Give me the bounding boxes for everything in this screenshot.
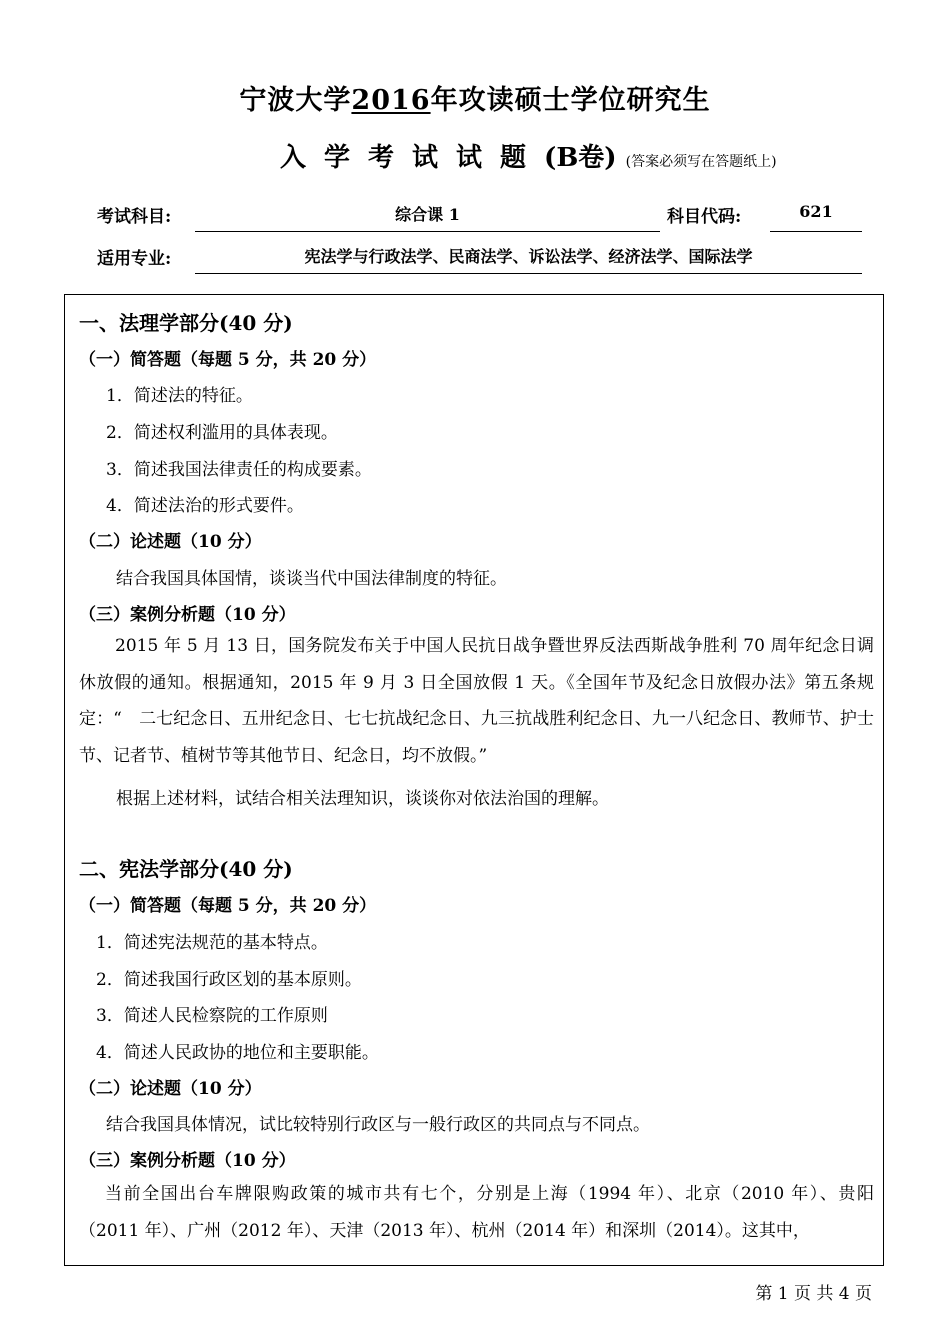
code-underline <box>770 231 862 232</box>
code-value: 621 <box>799 202 833 221</box>
part1-q3-para2: 根据上述材料，试结合相关法理知识，谈谈你对依法治国的理解。 <box>116 789 609 809</box>
part1-title: 一、法理学部分(40 分) <box>79 311 293 335</box>
paper-label: (B卷) <box>544 143 617 173</box>
major-value: 宪法学与行政法学、民商法学、诉讼法学、经济法学、国际法学 <box>304 247 753 266</box>
part2-q2-title: （二）论述题（10 分） <box>79 1079 262 1099</box>
exam-title <box>0 78 950 117</box>
part2-q1-title: （一）简答题（每题 5 分，共 20 分） <box>79 896 377 916</box>
part2-q1-item: 1．简述宪法规范的基本特点。 <box>96 933 328 953</box>
subtitle-text: 入学考试试题 <box>280 143 545 173</box>
part1-q1-item: 2．简述权利滥用的具体表现。 <box>106 423 338 443</box>
part1-q3-para1: 2015 年 5 月 13 日，国务院发布关于中国人民抗日战争暨世界反法西斯战争胜利 70 周年纪念日调休放假的通知。根据通知，2015 年 9 月 3 日全国放假 1 天。《全国年节及纪念日放假办法》第五条规定：“ 二七纪念日、五卅纪念日、七七抗战纪念日、九三抗战胜利纪念日、九一八纪念日、教师节、护士节、记者节、植树节等其他节日、纪念日，均不放假。” <box>79 636 874 766</box>
part1-q1-item: 4．简述法治的形式要件。 <box>106 496 304 516</box>
part1-q3-title: （三）案例分析题（10 分） <box>79 605 296 625</box>
title-suffix: 年攻读硕士学位研究生 <box>430 85 711 116</box>
subject-label: 考试科目: <box>97 207 172 227</box>
part1-q2-text: 结合我国具体国情，谈谈当代中国法律制度的特征。 <box>116 569 507 589</box>
subject-value: 综合课 1 <box>395 205 460 224</box>
part1-q1-title: （一）简答题（每题 5 分，共 20 分） <box>79 350 377 370</box>
part1-q1-item: 3．简述我国法律责任的构成要素。 <box>106 460 372 480</box>
part1-q2-title: （二）论述题（10 分） <box>79 532 262 552</box>
subject-underline <box>195 231 660 232</box>
page-number: 第 1 页 共 4 页 <box>755 1284 872 1304</box>
major-label: 适用专业: <box>97 249 172 269</box>
part1-q1-item: 1．简述法的特征。 <box>106 386 253 406</box>
answer-note: (答案必须写在答题纸上) <box>625 154 777 170</box>
part2-q3-para1: 当前全国出台车牌限购政策的城市共有七个，分别是上海（1994 年）、北京（2010 年）、贵阳（2011 年）、广州（2012 年）、天津（2013 年）、杭州（2014 年）和深圳（2014）。这其中， <box>79 1184 874 1241</box>
part2-q3-title: （三）案例分析题（10 分） <box>79 1151 296 1171</box>
part2-q1-item: 3．简述人民检察院的工作原则 <box>96 1006 328 1026</box>
code-label: 科目代码: <box>667 207 742 227</box>
part2-q1-item: 4．简述人民政协的地位和主要职能。 <box>96 1043 379 1063</box>
title-year: 2016 <box>351 85 431 116</box>
exam-subtitle <box>280 137 777 174</box>
major-underline <box>195 273 862 274</box>
part2-q2-text: 结合我国具体情况，试比较特别行政区与一般行政区的共同点与不同点。 <box>106 1115 650 1135</box>
part2-title: 二、宪法学部分(40 分) <box>79 857 293 881</box>
part2-q1-item: 2．简述我国行政区划的基本原则。 <box>96 970 362 990</box>
title-prefix: 宁波大学 <box>239 85 352 116</box>
